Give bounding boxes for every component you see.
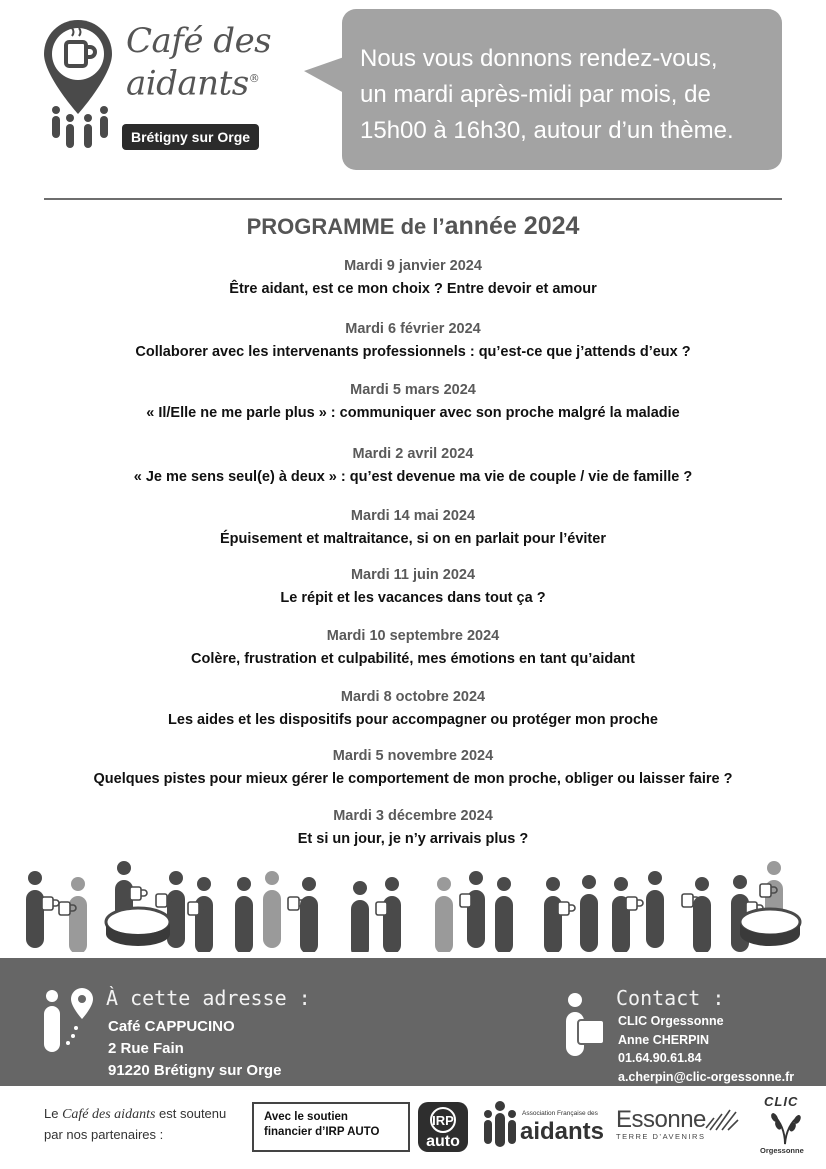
bubble-tail [304, 57, 344, 93]
event-item [0, 626, 826, 670]
event-item [0, 380, 826, 424]
contact-organization: CLIC Orgessonne [618, 1014, 724, 1028]
person-location-icon [40, 986, 96, 1056]
event-item [0, 806, 826, 850]
support-line-1: Avec le soutien [264, 1111, 348, 1123]
afa-small-text: Association Française des [522, 1110, 598, 1117]
event-date: Mardi 3 décembre 2024 [333, 808, 493, 824]
event-theme: Être aidant, est ce mon choix ? Entre devoir et amour [229, 281, 597, 297]
event-theme: Collaborer avec les intervenants professionnels : qu’est-ce que j’attends d’eux ? [135, 344, 691, 360]
event-item [0, 565, 826, 609]
contact-block [618, 1012, 794, 1086]
event-date: Mardi 5 novembre 2024 [332, 748, 494, 764]
address-line: Café CAPPUCINO [108, 1018, 235, 1035]
afa-aidants-logo [480, 1100, 606, 1152]
partners-bar [0, 1086, 826, 1169]
person-info-icon [562, 992, 606, 1058]
event-date: Mardi 6 février 2024 [345, 321, 481, 337]
partners-intro-b: est soutenu [155, 1106, 227, 1121]
people-group-4 [435, 871, 513, 952]
irp-logo-bottom: auto [426, 1133, 460, 1150]
registered-mark: ® [248, 72, 260, 85]
people-group-1 [26, 871, 87, 952]
people-group-table-left [106, 861, 213, 952]
address-block [108, 1016, 281, 1082]
address-heading: À cette adresse : [106, 986, 311, 1010]
people-group-5 [544, 871, 664, 952]
event-theme: Et si un jour, je n’y arrivais plus ? [297, 831, 529, 847]
partners-intro [44, 1104, 226, 1145]
contact-person: Anne CHERPIN [618, 1032, 709, 1047]
event-item [0, 256, 826, 300]
bubble-line-3: 15h00 à 16h30, autour d’un thème. [360, 117, 734, 144]
bubble-line-2: un mardi après-midi par mois, de [360, 81, 711, 108]
partners-intro-a: Le [44, 1106, 63, 1121]
irp-auto-logo [418, 1102, 468, 1152]
people-group-3 [351, 877, 401, 952]
event-theme: « Je me sens seul(e) à deux » : qu’est devenue ma vie de couple / vie de famille ? [133, 469, 693, 485]
event-date: Mardi 11 juin 2024 [350, 567, 476, 583]
address-line: 91220 Brétigny sur Orge [108, 1062, 282, 1079]
event-item [0, 319, 826, 363]
event-date: Mardi 10 septembre 2024 [326, 628, 500, 644]
header-divider [44, 198, 782, 200]
contact-email: a.cherpin@clic-orgessonne.fr [618, 1069, 795, 1084]
brand-line-2: aidants [126, 63, 249, 104]
event-date: Mardi 2 avril 2024 [352, 446, 474, 462]
event-item [0, 506, 826, 550]
footer-info [0, 958, 826, 1086]
clic-word: CLIC [764, 1094, 799, 1109]
afa-big-text: aidants [520, 1118, 605, 1145]
people-group-6 [682, 877, 711, 952]
event-date: Mardi 8 octobre 2024 [340, 689, 486, 705]
partners-intro-brand: Café des aidants [62, 1107, 156, 1122]
event-item [0, 687, 826, 731]
program-title [0, 212, 826, 241]
event-theme: Le répit et les vacances dans tout ça ? [280, 590, 546, 606]
partners-intro-line2: par nos partenaires : [44, 1127, 164, 1142]
cafe-des-aidants-logo [42, 18, 282, 168]
event-date: Mardi 5 mars 2024 [350, 382, 476, 398]
program-title-prefix: PROGRAMME de l’ [246, 214, 445, 239]
people-illustration [20, 852, 810, 952]
brand-line-1: Café des [126, 21, 272, 61]
address-line: 2 Rue Fain [108, 1040, 184, 1057]
brand-name [126, 22, 271, 102]
people-group-table-right [731, 861, 800, 952]
irp-logo-top: IRP [432, 1113, 454, 1128]
event-item [0, 444, 826, 488]
contact-heading: Contact : [616, 986, 725, 1010]
wheat-icon [756, 1108, 814, 1146]
program-title-year: année 2024 [444, 212, 580, 240]
speech-bubble [342, 9, 782, 170]
support-box [252, 1102, 410, 1152]
people-group-icon [44, 104, 116, 164]
event-date: Mardi 9 janvier 2024 [344, 258, 482, 274]
essonne-tagline: TERRE D’AVENIRS [616, 1132, 706, 1141]
event-theme: Colère, frustration et culpabilité, mes émotions en tant qu’aidant [191, 651, 635, 667]
sun-rays-icon [700, 1102, 740, 1132]
bubble-line-1: Nous vous donnons rendez-vous, [360, 45, 718, 72]
city-badge: Brétigny sur Orge [122, 124, 259, 150]
essonne-word: Essonne [616, 1106, 706, 1133]
people-group-2 [235, 871, 318, 952]
event-theme: Quelques pistes pour mieux gérer le comportement de mon proche, obliger ou laisser faire ? [93, 771, 733, 787]
essonne-logo [616, 1106, 706, 1141]
clic-orgessonne-logo [756, 1092, 814, 1162]
contact-phone: 01.64.90.61.84 [618, 1051, 702, 1065]
event-item [0, 746, 826, 790]
support-line-2: financier d’IRP AUTO [264, 1126, 380, 1138]
event-theme: Les aides et les dispositifs pour accompagner ou protéger mon proche [168, 712, 658, 728]
event-theme: « Il/Elle ne me parle plus » : communiquer avec son proche malgré la maladie [146, 405, 680, 421]
afa-people-icon [480, 1100, 520, 1152]
clic-subtitle: Orgessonne [760, 1146, 804, 1155]
event-theme: Épuisement et maltraitance, si on en parlait pour l’éviter [220, 531, 606, 547]
event-date: Mardi 14 mai 2024 [350, 508, 476, 524]
